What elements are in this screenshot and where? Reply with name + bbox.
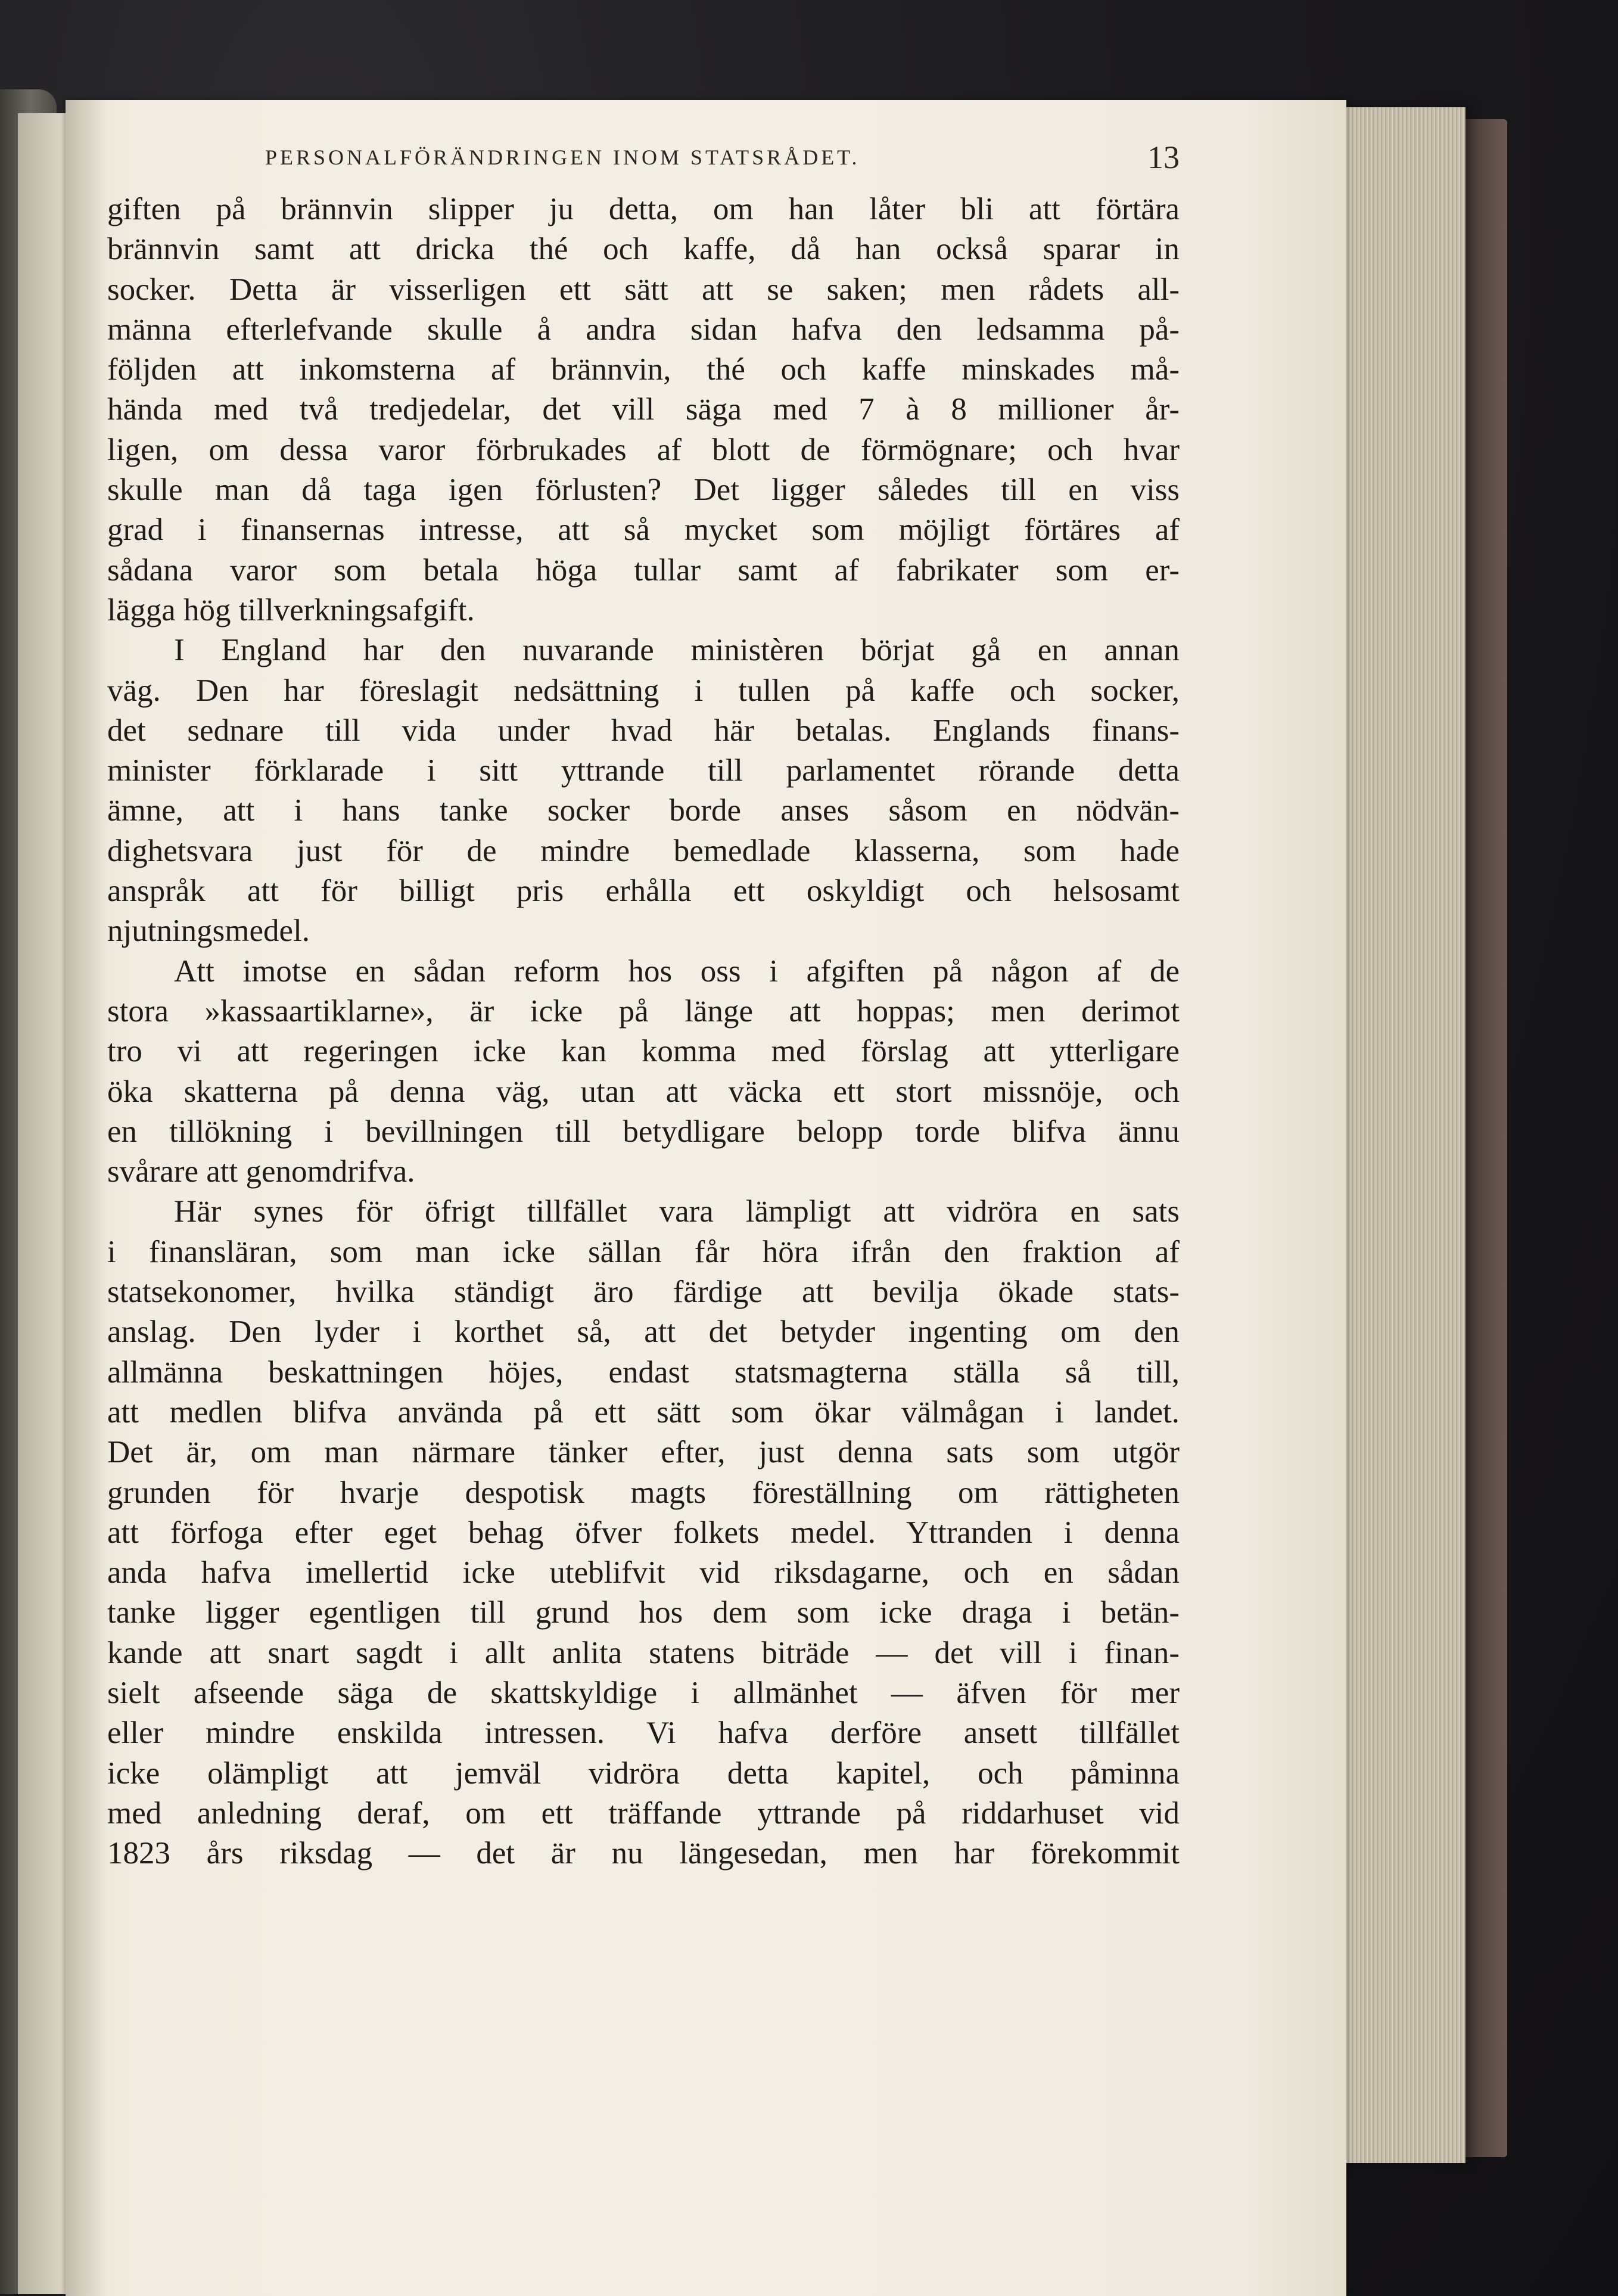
- body-text: [107, 189, 1180, 1874]
- text-line: lägga hög tillverkningsafgift.: [107, 592, 475, 627]
- text-line: ligen, om dessa varor förbrukades af blott de förmögnare; och hvar: [107, 432, 1180, 467]
- text-line: sielt afseende säga de skattskyldige i allmänhet — äfven för mer: [107, 1675, 1180, 1710]
- text-line: tro vi att regeringen icke kan komma med förslag att ytterligare: [107, 1034, 1180, 1069]
- text-line: statsekonomer, hvilka ständigt äro färdige att bevilja ökade stats-: [107, 1275, 1180, 1310]
- text-line: njutningsmedel.: [107, 914, 310, 949]
- text-line: giften på brännvin slipper ju detta, om han låter bli att förtära: [107, 192, 1180, 226]
- page-number: 13: [1147, 139, 1180, 175]
- running-head: [107, 139, 1180, 187]
- text-line: Det är, om man närmare tänker efter, just denna sats som utgör: [107, 1435, 1180, 1470]
- paragraph: [107, 189, 1180, 630]
- text-line: öka skatterna på denna väg, utan att väcka ett stort missnöje, och: [107, 1074, 1180, 1109]
- text-line: I England har den nuvarande ministèren börjat gå en annan: [174, 633, 1180, 668]
- text-line: sådana varor som betala höga tullar samt af fabrikater som er-: [107, 552, 1180, 588]
- text-line: allmänna beskattningen höjes, endast statsmagterna ställa så till,: [107, 1354, 1180, 1390]
- text-line: det sednare till vida under hvad här betalas. Englands finans-: [107, 713, 1180, 748]
- text-line: eller mindre enskilda intressen. Vi hafva derföre ansett tillfället: [107, 1716, 1180, 1751]
- text-line: männa efterlefvande skulle å andra sidan hafva den ledsamma på-: [107, 312, 1180, 347]
- text-line: tanke ligger egentligen till grund hos dem som icke draga i betän-: [107, 1595, 1180, 1630]
- text-line: anslag. Den lyder i korthet så, att det betyder ingenting om den: [107, 1315, 1180, 1350]
- text-line: icke olämpligt att jemväl vidröra detta kapitel, och påminna: [107, 1756, 1180, 1791]
- text-line: anspråk att för billigt pris erhålla ett oskyldigt och helsosamt: [107, 874, 1180, 909]
- paragraph: [107, 630, 1180, 951]
- text-line: ämne, att i hans tanke socker borde anses såsom en nödvän-: [107, 793, 1180, 828]
- text-line: en tillökning i bevillningen till betydligare belopp torde blifva ännu: [107, 1114, 1180, 1149]
- running-head-title: PERSONALFÖRÄNDRINGEN INOM STATSRÅDET.: [265, 145, 860, 169]
- text-line: svårare att genomdrifva.: [107, 1154, 415, 1189]
- text-line: dighetsvara just för de mindre bemedlade klasserna, som hade: [107, 833, 1180, 868]
- text-line: Här synes för öfrigt tillfället vara lämpligt att vidröra en sats: [174, 1194, 1180, 1229]
- text-line: stora »kassaartiklarne», är icke på länge att hoppas; men derimot: [107, 993, 1180, 1029]
- text-line: skulle man då taga igen förlusten? Det ligger således till en viss: [107, 473, 1180, 508]
- text-line: grad i finansernas intresse, att så mycket som möjligt förtäres af: [107, 512, 1180, 548]
- gutter-shadow: [66, 100, 107, 2296]
- paragraph: [107, 1192, 1180, 1874]
- text-line: med anledning deraf, om ett träffande yttrande på riddarhuset vid: [107, 1795, 1180, 1831]
- text-line: 1823 års riksdag — det är nu längesedan, men har förekommit: [107, 1836, 1180, 1871]
- text-line: i finansläran, som man icke sällan får höra ifrån den fraktion af: [107, 1234, 1180, 1269]
- text-line: minister förklarade i sitt yttrande till parlamentet rörande detta: [107, 753, 1180, 788]
- text-line: att medlen blifva använda på ett sätt som ökar välmågan i landet.: [107, 1394, 1180, 1430]
- text-line: följden att inkomsterna af brännvin, thé och kaffe minskades må-: [107, 352, 1180, 387]
- text-line: Att imotse en sådan reform hos oss i afgiften på någon af de: [174, 953, 1180, 989]
- text-line: hända med två tredjedelar, det vill säga med 7 à 8 millioner år-: [107, 392, 1180, 427]
- text-line: anda hafva imellertid icke uteblifvit vid riksdagarne, och en sådan: [107, 1555, 1180, 1590]
- text-line: socker. Detta är visserligen ett sätt att se saken; men rådets all-: [107, 272, 1180, 307]
- page-stack-edge: [1328, 107, 1465, 2163]
- text-line: brännvin samt att dricka thé och kaffe, då han också sparar in: [107, 232, 1180, 267]
- text-line: att förfoga efter eget behag öfver folkets medel. Yttranden i denna: [107, 1515, 1180, 1550]
- text-line: kande att snart sagdt i allt anlita statens biträde — det vill i finan-: [107, 1635, 1180, 1670]
- paragraph: [107, 952, 1180, 1192]
- text-line: väg. Den har föreslagit nedsättning i tullen på kaffe och socker,: [107, 673, 1180, 708]
- text-line: grunden för hvarje despotisk magts föreställning om rättigheten: [107, 1475, 1180, 1510]
